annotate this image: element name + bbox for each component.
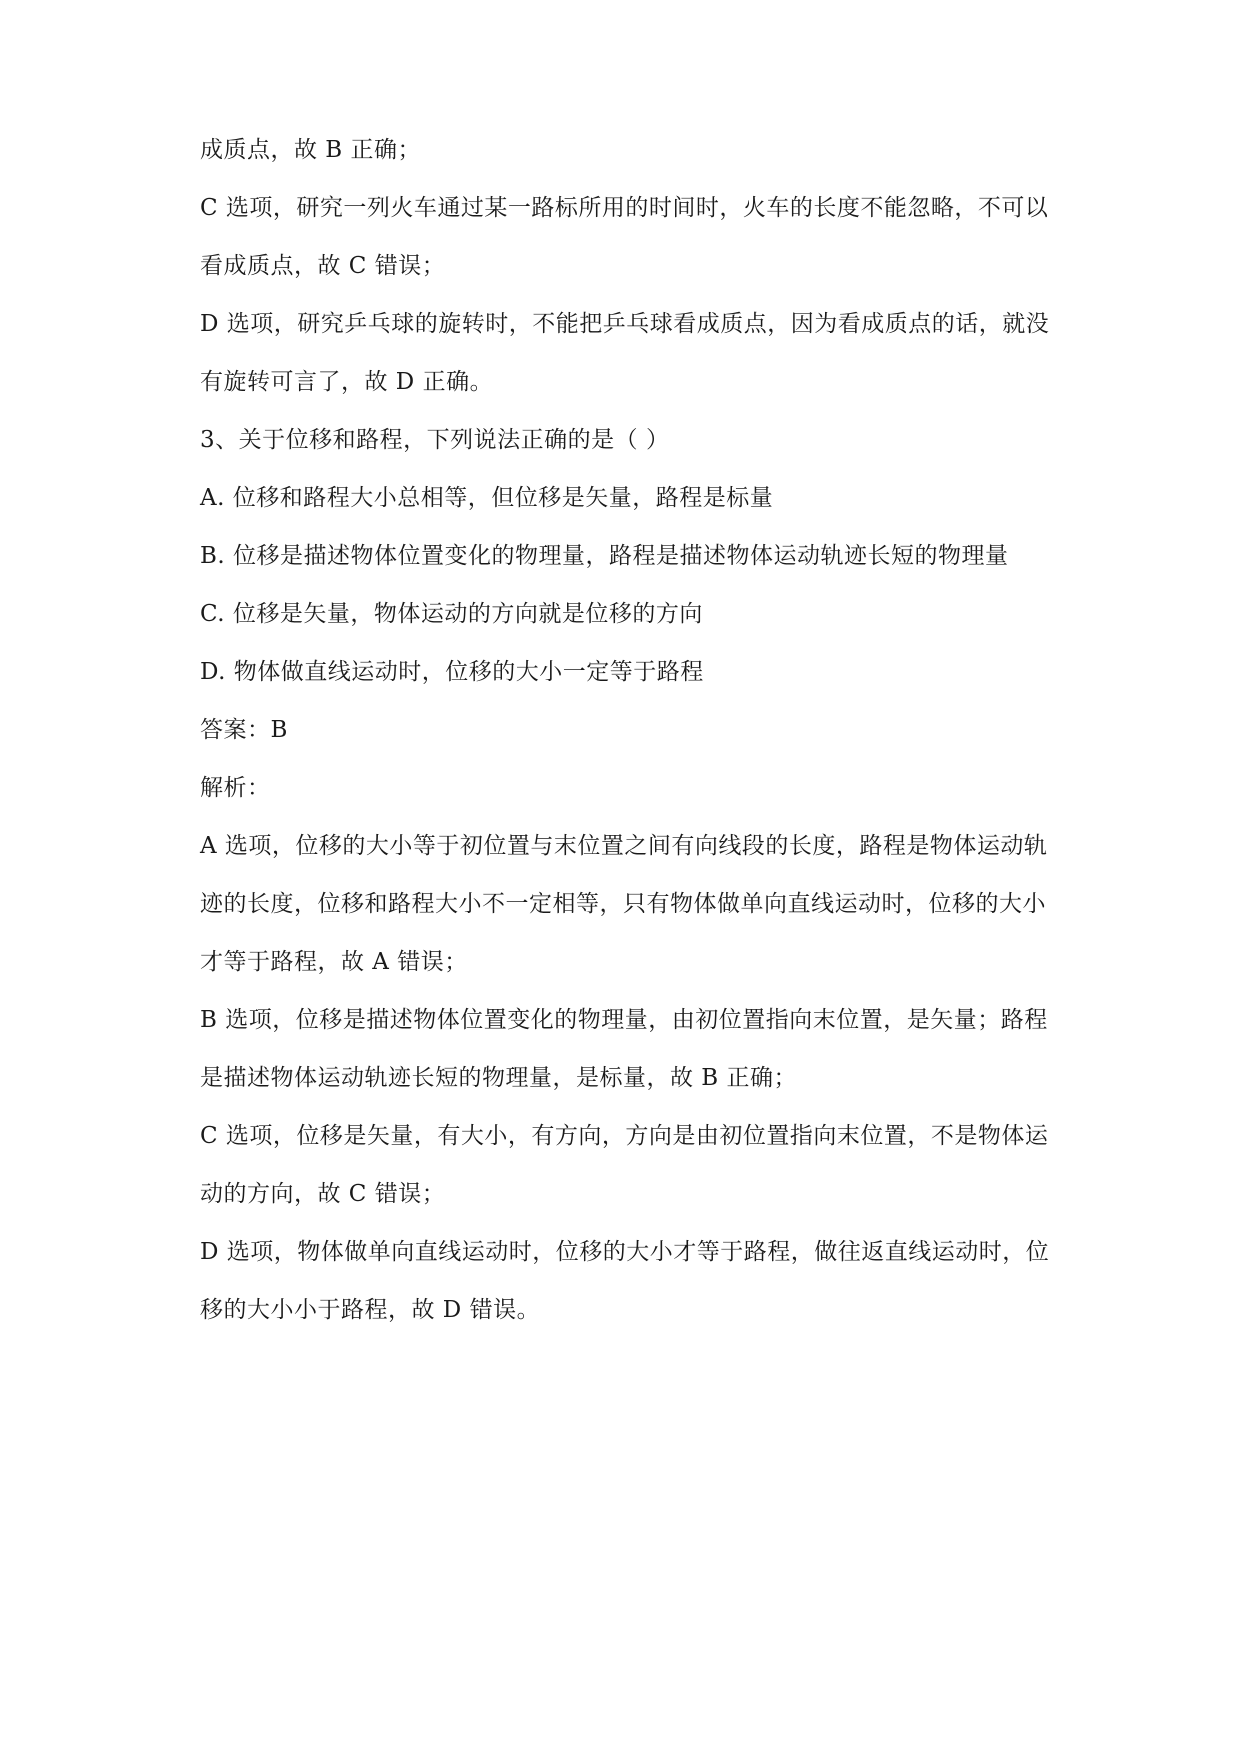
question-3-option-c: C. 位移是矢量，物体运动的方向就是位移的方向 xyxy=(200,601,703,627)
question-3-option-a: A. 位移和路程大小总相等，但位移是矢量，路程是标量 xyxy=(200,485,774,511)
analysis-option-b-cont: 是描述物体运动轨迹长短的物理量，是标量，故 B 正确； xyxy=(200,1065,798,1091)
analysis-option-d: D 选项，物体做单向直线运动时，位移的大小才等于路程，做往返直线运动时，位 xyxy=(200,1239,1050,1265)
question-3-option-d: D. 物体做直线运动时，位移的大小一定等于路程 xyxy=(200,659,704,685)
analysis-option-c: C 选项，位移是矢量，有大小，有方向，方向是由初位置指向末位置，不是物体运 xyxy=(200,1123,1049,1149)
question-3-analysis-heading: 解析： xyxy=(200,775,271,801)
question-3-answer: 答案：B xyxy=(200,717,288,743)
analysis-option-c-cont: 动的方向，故 C 错误； xyxy=(200,1181,446,1207)
text-line-prev-option-d: D 选项，研究乒乓球的旋转时，不能把乒乓球看成质点，因为看成质点的话，就没 xyxy=(200,311,1050,337)
question-3-stem: 3、关于位移和路程，下列说法正确的是（ ） xyxy=(200,427,670,453)
analysis-option-a-cont-2: 才等于路程，故 A 错误； xyxy=(200,949,468,975)
text-line-prev-b-conclusion: 成质点，故 B 正确； xyxy=(200,137,422,163)
question-3-option-b: B. 位移是描述物体位置变化的物理量，路程是描述物体运动轨迹长短的物理量 xyxy=(200,543,1009,569)
analysis-option-d-cont: 移的大小小于路程，故 D 错误。 xyxy=(200,1297,541,1323)
document-page xyxy=(200,0,1100,1754)
analysis-option-a-cont-1: 迹的长度，位移和路程大小不一定相等，只有物体做单向直线运动时，位移的大小 xyxy=(200,891,1046,917)
analysis-option-a: A 选项，位移的大小等于初位置与末位置之间有向线段的长度，路程是物体运动轨 xyxy=(200,833,1048,859)
text-line-prev-option-c-cont: 看成质点，故 C 错误； xyxy=(200,253,446,279)
analysis-option-b: B 选项，位移是描述物体位置变化的物理量，由初位置指向末位置，是矢量；路程 xyxy=(200,1007,1048,1033)
text-line-prev-option-d-cont: 有旋转可言了，故 D 正确。 xyxy=(200,369,494,395)
text-line-prev-option-c: C 选项，研究一列火车通过某一路标所用的时间时，火车的长度不能忽略，不可以 xyxy=(200,195,1049,221)
